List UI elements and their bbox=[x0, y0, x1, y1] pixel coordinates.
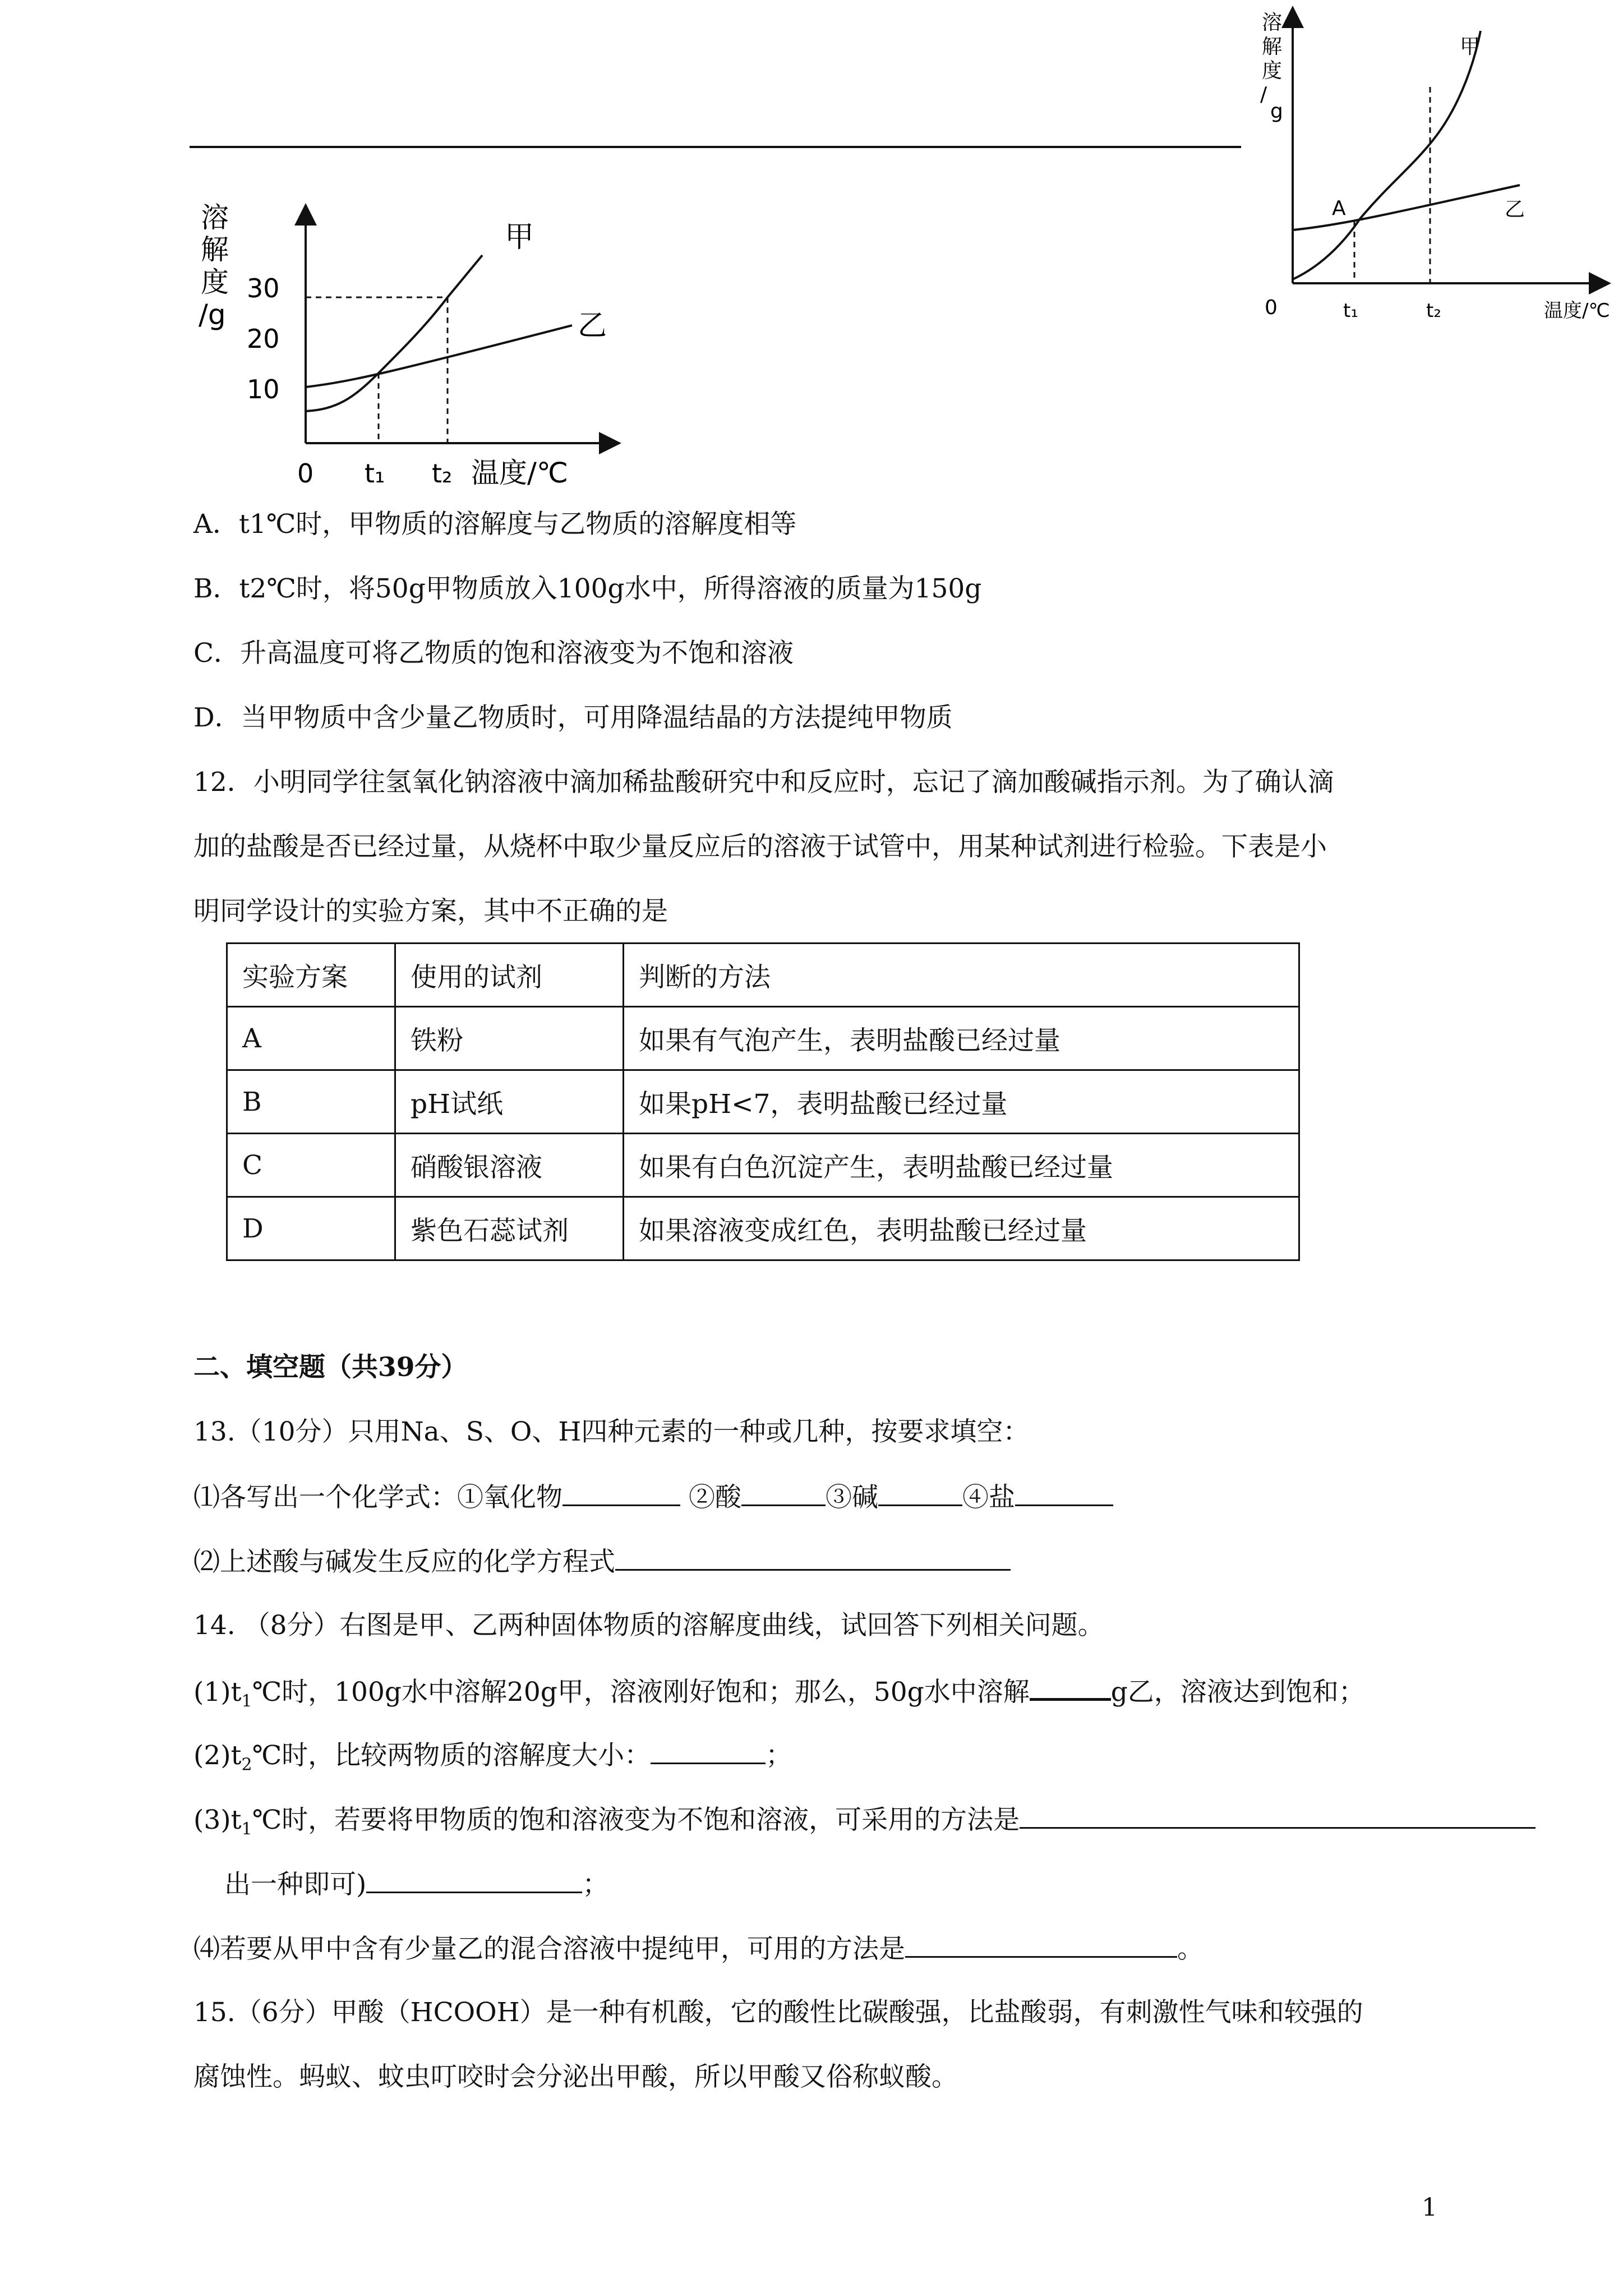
table-cell: pH试纸 bbox=[395, 1070, 624, 1134]
series-jia-label: 甲 bbox=[505, 220, 534, 254]
q13-p2: ⑵上述酸与碱发生反应的化学方程式 bbox=[193, 1547, 615, 1577]
y-label-3: 度 bbox=[201, 266, 229, 298]
q14-p3-cont: 出一种即可) bbox=[224, 1869, 367, 1900]
series-yi-curve bbox=[1293, 185, 1520, 230]
option-c: C．升高温度可将乙物质的饱和溶液变为不饱和溶液 bbox=[193, 638, 794, 669]
y-label-1: 溶 bbox=[201, 201, 229, 234]
q14-p3-b: ℃时，若要将甲物质的饱和溶液变为不饱和溶液，可采用的方法是 bbox=[252, 1805, 1020, 1835]
x-tick-t2: t₂ bbox=[432, 458, 453, 489]
solubility-chart-right bbox=[1248, 0, 1623, 337]
series-yi-label: 乙 bbox=[1505, 198, 1525, 221]
y-label-2: 解 bbox=[1262, 35, 1283, 58]
q14-p2-a: (2)t bbox=[193, 1740, 242, 1771]
series-yi-label: 乙 bbox=[578, 309, 607, 343]
answer-blank-14-3a[interactable] bbox=[1020, 1802, 1536, 1829]
answer-blank-14-1[interactable] bbox=[1030, 1673, 1111, 1701]
option-a: A．t1℃时，甲物质的溶解度与乙物质的溶解度相等 bbox=[193, 509, 797, 540]
point-a-label: A bbox=[1332, 197, 1346, 220]
answer-blank-acid[interactable] bbox=[741, 1480, 826, 1506]
y-label-3: 度 bbox=[1262, 59, 1283, 82]
q14-part-3 bbox=[193, 1802, 1536, 1846]
answer-blank-14-3b[interactable] bbox=[366, 1867, 582, 1893]
y-label-1: 溶 bbox=[1262, 11, 1283, 34]
table-header-row bbox=[227, 944, 1299, 1007]
y-tick-20: 20 bbox=[247, 324, 280, 354]
q12-stem-line-3: 明同学设计的实验方案，其中不正确的是 bbox=[193, 896, 668, 927]
table-header: 实验方案 bbox=[227, 944, 395, 1007]
q12-stem-line-1: 12．小明同学往氢氧化钠溶液中滴加稀盐酸研究中和反应时，忘记了滴加酸碱指示剂。为了确认滴 bbox=[193, 767, 1334, 798]
table-row bbox=[227, 1134, 1299, 1197]
subscript: 2 bbox=[241, 1755, 252, 1775]
x-tick-t1: t₁ bbox=[1343, 300, 1358, 322]
series-jia-curve bbox=[1293, 31, 1481, 279]
table-cell: 如果有白色沉淀产生，表明盐酸已经过量 bbox=[624, 1134, 1299, 1197]
q14-part-2 bbox=[193, 1738, 792, 1782]
q13-p1-acid: ②酸 bbox=[688, 1482, 741, 1513]
option-b: B．t2℃时，将50g甲物质放入100g水中，所得溶液的质量为150g bbox=[193, 573, 982, 604]
table-row bbox=[227, 1007, 1299, 1070]
q14-p4: ⑷若要从甲中含有少量乙的混合溶液中提纯甲，可用的方法是 bbox=[193, 1934, 905, 1964]
table-cell: 如果溶液变成红色，表明盐酸已经过量 bbox=[624, 1197, 1299, 1260]
table-cell: A bbox=[227, 1007, 395, 1070]
series-jia-curve bbox=[306, 255, 482, 411]
x-tick-t2: t₂ bbox=[1426, 300, 1441, 322]
q15-line-1: 15.（6分）甲酸（HCOOH）是一种有机酸，它的酸性比碳酸强，比盐酸弱，有刺激性气味和较强的 bbox=[193, 1997, 1363, 2028]
table-row bbox=[227, 1070, 1299, 1134]
y-label-4: / bbox=[1260, 83, 1267, 106]
table-cell: 铁粉 bbox=[395, 1007, 624, 1070]
y-tick-10: 10 bbox=[247, 374, 280, 404]
table-cell: 紫色石蕊试剂 bbox=[395, 1197, 624, 1260]
q13-p1-base: ③碱 bbox=[825, 1482, 878, 1513]
answer-blank-salt[interactable] bbox=[1015, 1480, 1113, 1506]
x-tick-0: 0 bbox=[297, 458, 314, 489]
table-cell: C bbox=[227, 1134, 395, 1197]
origin-label: 0 bbox=[1265, 296, 1278, 319]
option-d: D．当甲物质中含少量乙物质时，可用降温结晶的方法提纯甲物质 bbox=[193, 702, 953, 733]
header-rule bbox=[190, 146, 1241, 148]
q14-p3-end: ； bbox=[582, 1869, 609, 1900]
x-axis-label: 温度/℃ bbox=[471, 457, 568, 489]
q14-p1-b: ℃时，100g水中溶解20g甲，溶液刚好饱和；那么，50g水中溶解 bbox=[252, 1677, 1030, 1708]
q14-part-3-cont bbox=[224, 1867, 608, 1902]
x-tick-t1: t₁ bbox=[365, 458, 385, 489]
table-cell: B bbox=[227, 1070, 395, 1134]
table-cell: 如果有气泡产生，表明盐酸已经过量 bbox=[624, 1007, 1299, 1070]
answer-blank-14-2[interactable] bbox=[651, 1738, 766, 1764]
solubility-chart-left bbox=[185, 191, 645, 494]
q13-part-2 bbox=[193, 1544, 1011, 1579]
answer-blank-14-4[interactable] bbox=[905, 1931, 1177, 1958]
table-row bbox=[227, 1197, 1299, 1260]
subscript: 1 bbox=[241, 1691, 252, 1711]
q14-p4-end: 。 bbox=[1177, 1934, 1204, 1964]
table-header: 使用的试剂 bbox=[395, 944, 624, 1007]
q13-p1-prefix: ⑴各写出一个化学式：①氧化物 bbox=[193, 1482, 562, 1513]
answer-blank-oxide[interactable] bbox=[562, 1480, 680, 1506]
q14-p3-a: (3)t bbox=[193, 1805, 242, 1835]
answer-blank-base[interactable] bbox=[878, 1480, 962, 1506]
answer-blank-equation[interactable] bbox=[615, 1544, 1011, 1571]
q14-part-4 bbox=[193, 1931, 1204, 1966]
q15-line-2: 腐蚀性。蚂蚁、蚊虫叮咬时会分泌出甲酸，所以甲酸又俗称蚁酸。 bbox=[193, 2062, 958, 2092]
q14-p2-c: ； bbox=[766, 1740, 792, 1771]
page-number: 1 bbox=[1422, 2193, 1437, 2222]
y-label-4: /g bbox=[199, 298, 226, 331]
subscript: 1 bbox=[241, 1819, 252, 1839]
q13-p1-salt: ④盐 bbox=[962, 1482, 1015, 1513]
series-jia-label: 甲 bbox=[1460, 35, 1481, 58]
table-cell: 如果pH<7，表明盐酸已经过量 bbox=[624, 1070, 1299, 1134]
series-yi-curve bbox=[306, 325, 572, 387]
y-label-2: 解 bbox=[201, 233, 229, 266]
q12-stem-line-2: 加的盐酸是否已经过量，从烧杯中取少量反应后的溶液于试管中，用某种试剂进行检验。下表是小 bbox=[193, 831, 1327, 862]
table-cell: D bbox=[227, 1197, 395, 1260]
experiment-table bbox=[226, 942, 1300, 1261]
table-cell: 硝酸银溶液 bbox=[395, 1134, 624, 1197]
q14-p1-a: (1)t bbox=[193, 1677, 242, 1708]
q13-stem: 13.（10分）只用Na、S、O、H四种元素的一种或几种，按要求填空： bbox=[193, 1416, 1030, 1447]
x-axis-label: 温度/℃ bbox=[1544, 300, 1610, 322]
q14-stem: 14. （8分）右图是甲、乙两种固体物质的溶解度曲线，试回答下列相关问题。 bbox=[193, 1610, 1104, 1641]
y-label-5: g bbox=[1270, 100, 1283, 123]
q13-part-1 bbox=[193, 1480, 1113, 1515]
q14-part-1 bbox=[193, 1673, 1365, 1718]
q14-p2-b: ℃时，比较两物质的溶解度大小： bbox=[252, 1740, 651, 1771]
q14-p1-c: g乙，溶液达到饱和； bbox=[1110, 1677, 1365, 1708]
y-tick-30: 30 bbox=[247, 273, 280, 303]
section-heading: 二、填空题（共39分） bbox=[193, 1352, 468, 1383]
table-header: 判断的方法 bbox=[624, 944, 1299, 1007]
